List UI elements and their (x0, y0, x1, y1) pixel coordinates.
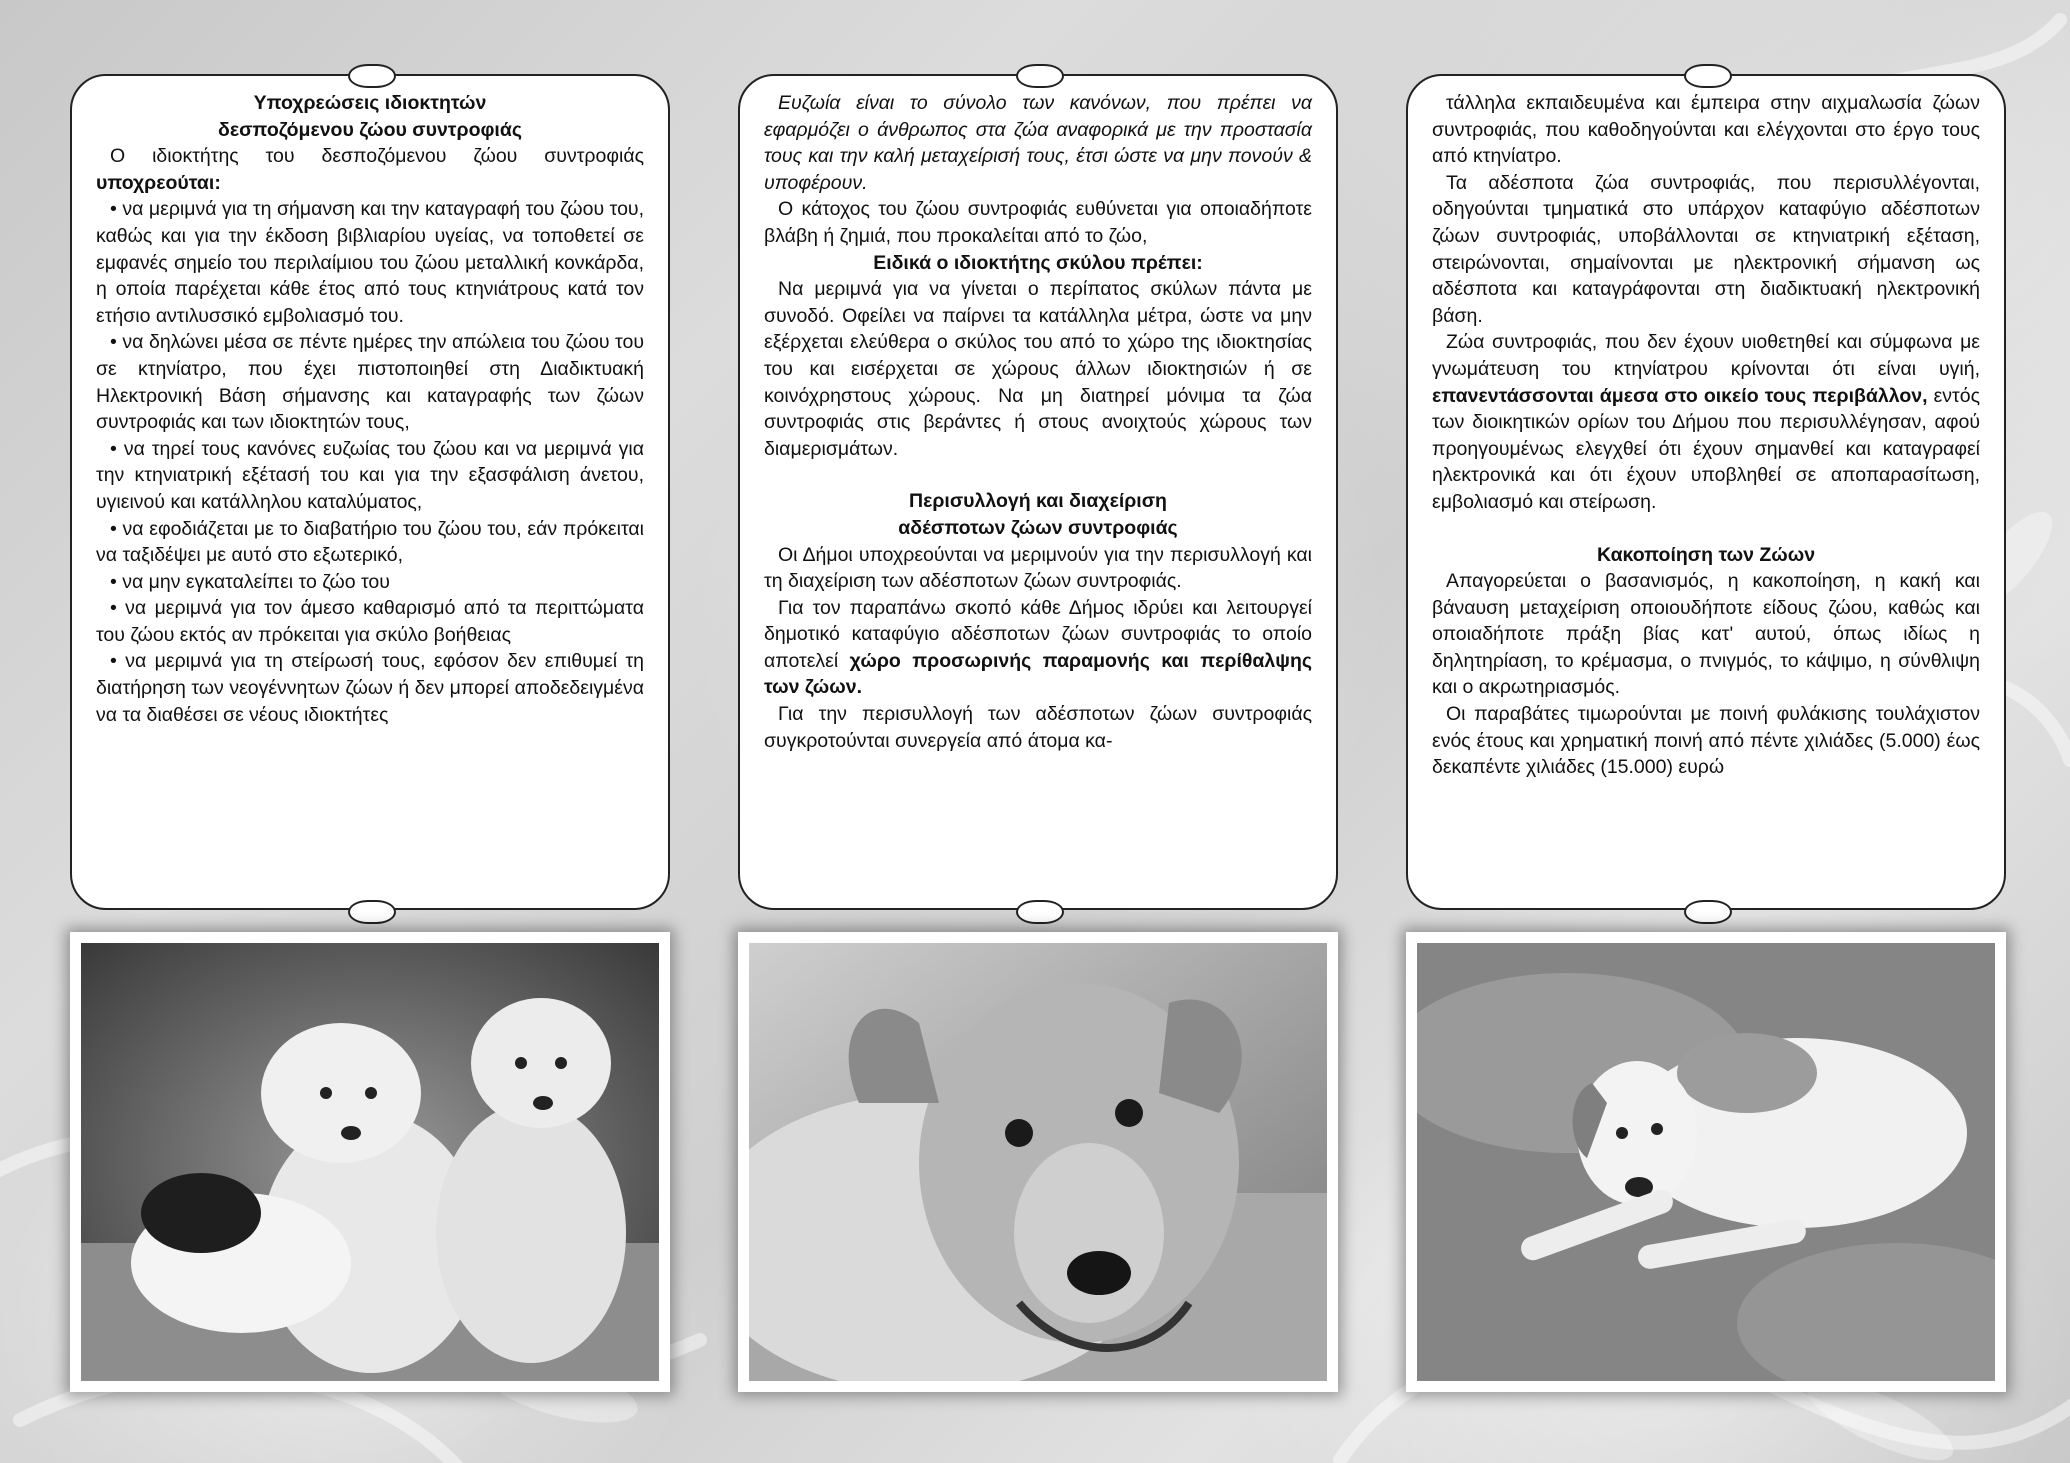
reintegration-bold-text: επανεντάσσονται άμεσα στο οικείο τους περιβάλλον, (1432, 384, 1928, 407)
obligation-item: • να μην εγκαταλείπει το ζώο του (110, 570, 390, 593)
owner-obligations-subheading: δεσποζόμενου ζώου συντροφιάς (218, 118, 522, 141)
dog-owner-heading: Ειδικά ο ιδιοκτήτης σκύλου πρέπει: (873, 251, 1203, 274)
owner-obligations-heading: Υποχρεώσεις ιδιοκτητών (253, 92, 487, 114)
stray-paragraph: Οι Δήμοι υποχρεούνται να μεριμνούν για την περισυλλογή και τη διαχείριση των αδέσποτων ζώων συντροφιάς. (764, 543, 1312, 593)
animal-welfare-definition: Ευζωία είναι το σύνολο των κανόνων, που πρέπει να εφαρμόζει ο άνθρωπος στα ζώα αναφορικά με την προστασία τους και την καλή μεταχείρισή τους, έτσι ώστε να μην πονούν & υποφέρουν. (764, 92, 1312, 194)
three-puppies-photo (70, 932, 670, 1392)
obligation-item: • να μεριμνά για τον άμεσο καθαρισμό από τα περιττώματα του ζώου εκτός αν πρόκειται για σκύλο βοήθειας (96, 597, 644, 646)
lying-dog-photo (1406, 932, 2006, 1392)
obligation-item: • να μεριμνά για τη στείρωσή τους, εφόσον δεν επιθυμεί τη διατήρηση των νεογέννητων ζώων ή δεν μπορεί αποδεδειγμένα να τα διαθέσει σε νέους ιδιοκτήτες (96, 650, 644, 726)
obligation-item: • να εφοδιάζεται με το διαβατήριο του ζώου του, εάν πρόκειται να ταξιδέψει με αυτό στο εξωτερικό, (96, 517, 644, 567)
panel-ornament-bottom (1684, 900, 1732, 924)
penalty-paragraph: Οι παραβάτες τιμωρούνται με ποινή φυλάκισης τουλάχιστον ενός έτους και χρηματική ποινή από πέντε χιλιάδες (5.000) έως δεκαπέντε χιλιάδες (15.000) ευρώ (1432, 703, 1980, 779)
abuse-heading: Κακοποίηση των Ζώων (1596, 543, 1816, 566)
continuation-paragraph: τάλληλα εκπαιδευμένα και έμπειρα στην αιχμαλωσία ζώων συντροφιάς, που καθοδηγούνται και ελέγχονται στο έργο τους από κτηνίατρο. (1432, 92, 1980, 168)
dog-owner-text: Να μεριμνά για να γίνεται ο περίπατος σκύλων πάντα με συνοδό. Οφείλει να παίρνει τα κατάλληλα μέτρα, ώστε να μην εξέρχεται ελεύθερα ο σκύλος του από το χώρο της ιδιοκτησίας του και εισέρχεται σε χώρους άλλων ιδιοκτησιών ή σε κοινόχρηστους χώρους. Να μη διατηρεί μόνιμα τα ζώα συντροφιάς στις βεράντες ή στους ανοιχτούς χώρους των διαμερισμάτων. (764, 278, 1312, 460)
panel-ornament-top (1016, 64, 1064, 88)
stray-collection-heading: Περισυλλογή και διαχείριση (909, 490, 1167, 513)
shelter-bold-text: χώρο προσωρινής παραμονής και περίθαλψης των ζώων. (764, 649, 1312, 699)
reintegration-paragraph: Ζώα συντροφιάς, που δεν έχουν υιοθετηθεί και σύμφωνα με γνωμάτευση του κτηνίατρου κρίνονται ότι είναι υγιή, επανεντάσσονται άμεσα στο οικείο τους περιβάλλον, εντός των διοικητικών ορίων του Δήμου που περισυλλέγησαν, αφού προηγουμένως ελεγχθεί ότι έχουν σημανθεί και καταγραφεί ηλεκτρονικά και ότι έχουν υποβληθεί σε αποπαρασίτωση, εμβολιασμό και στείρωση. (1432, 331, 1980, 513)
obligation-item: • να δηλώνει μέσα σε πέντε ημέρες την απώλεια του ζώου του σε κτηνίατρο, που έχει πιστοποιηθεί στη Διαδικτυακή Ηλεκτρονική Βάση σήμανσης και καταγραφής των ζώων συντροφιάς και των ιδιοκτητών τους, (96, 331, 644, 434)
stray-paragraph: Για την περισυλλογή των αδέσποτων ζώων συντροφιάς συγκροτούνται συνεργεία από άτομα κα- (764, 703, 1312, 752)
puppy-closeup-photo (738, 932, 1338, 1392)
owner-liability: Ο κάτοχος του ζώου συντροφιάς ευθύνεται για οποιαδήποτε βλάβη ή ζημιά, που προκαλείται από το ζώο, (764, 198, 1312, 247)
panel-ornament-bottom (1016, 900, 1064, 924)
left-text-panel (70, 74, 670, 910)
stray-collection-subheading: αδέσποτων ζώων συντροφιάς (898, 516, 1178, 539)
obligation-item: • να τηρεί τους κανόνες ευζωίας του ζώου και να μεριμνά για την κτηνιατρική εξέτασή του και για την εξασφάλιση άνετου, υγιεινού και κατάλληλου καταλύματος, (96, 437, 644, 513)
stray-process-paragraph: Τα αδέσποτα ζώα συντροφιάς, που περισυλλέγονται, οδηγούνται τμηματικά στο υπάρχον καταφύγιο αδέσποτων ζώων συντροφιάς, υποβάλλονται σε κτηνιατρική εξέταση, στειρώνονται, σημαίνονται με ηλεκτρονική σήμανση ως αδέσποτα και καταγράφονται στη διαδικτυακή ηλεκτρονική βάση. (1432, 171, 1980, 327)
obligation-item: • να μεριμνά για τη σήμανση και την καταγραφή του ζώου του, καθώς και για την έκδοση βιβλιαρίου υγείας, να τοποθετεί σε εμφανές σημείο του περιλαίμιου του ζώου μεταλλική κονκάρδα, η οποία παρέχεται κάθε έτος από τους κτηνιάτρους κατά τον ετήσιο αντιλυσσικό εμβολιασμό του. (96, 198, 644, 327)
owner-intro: Ο ιδιοκτήτης του δεσποζόμενου ζώου συντροφιάς υποχρεούται: (96, 145, 644, 194)
panel-ornament-bottom (348, 900, 396, 924)
stray-paragraph: Για τον παραπάνω σκοπό κάθε Δήμος ιδρύει και λειτουργεί δημοτικό καταφύγιο αδέσποτων ζώων συντροφιάς το οποίο αποτελεί χώρο προσωρινής παραμονής και περίθαλψης των ζώων. (764, 596, 1312, 699)
panel-ornament-top (1684, 64, 1732, 88)
right-text-panel (1406, 74, 2006, 910)
owner-intro-bold: υποχρεούται: (96, 171, 221, 194)
middle-text-panel (738, 74, 1338, 910)
abuse-paragraph: Απαγορεύεται ο βασανισμός, η κακοποίηση, η κακή και βάναυση μεταχείριση οποιουδήποτε είδους ζώου, καθώς και οποιαδήποτε πράξη βίας κατ' αυτού, όπως ιδίως η δηλητηρίαση, το κρέμασμα, ο πνιγμός, το κάψιμο, η σύνθλιψη και ο ακρωτηριασμός. (1432, 570, 1980, 699)
panel-ornament-top (348, 64, 396, 88)
